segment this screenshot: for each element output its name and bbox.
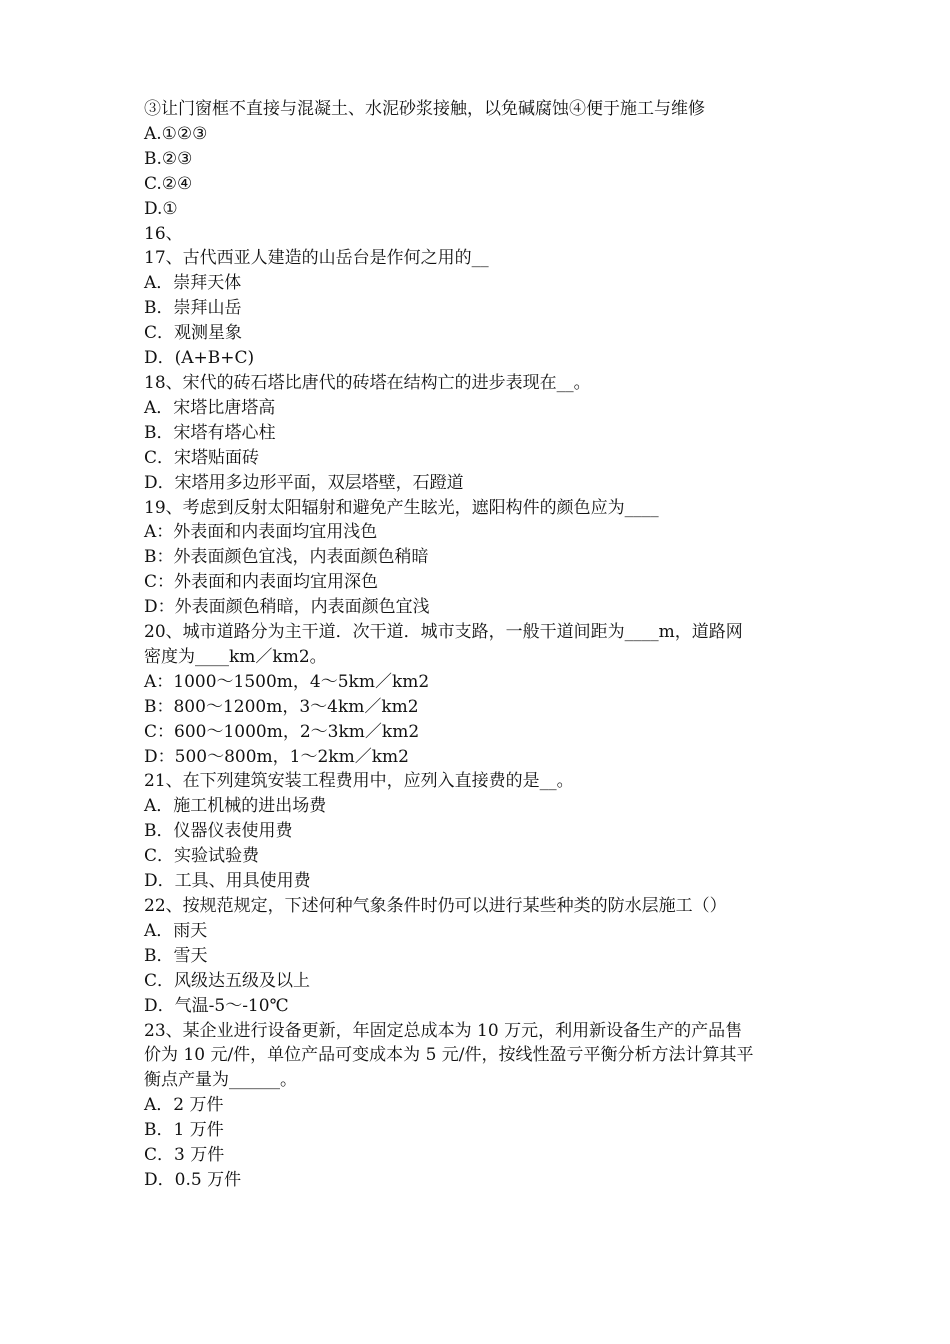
question-line: 20、城市道路分为主干道．次干道．城市支路，一般干道间距为____m，道路网 [144, 622, 743, 643]
option-line: B．宋塔有塔心柱 [144, 422, 276, 443]
question-line: 16、 [144, 223, 183, 244]
option-line: A．施工机械的进出场费 [144, 796, 327, 817]
option-line: C.②④ [144, 173, 193, 194]
option-line: A．宋塔比唐塔高 [144, 397, 276, 418]
option-line: D．气温-5～-10℃ [144, 995, 289, 1016]
option-line: B：800～1200m，3～4km／km2 [144, 696, 419, 717]
question-line: 21、在下列建筑安装工程费用中，应列入直接费的是__。 [144, 771, 574, 792]
option-line: A：1000～1500m，4～5km／km2 [144, 671, 430, 692]
question-line: 17、古代西亚人建造的山岳台是作何之用的__ [144, 248, 489, 269]
option-line: A．雨天 [144, 920, 208, 941]
question-line-continued: 衡点产量为______。 [144, 1070, 297, 1091]
question-line-continued: 密度为____km／km2。 [144, 646, 327, 667]
option-line: B．雪天 [144, 945, 208, 966]
option-line: D．(A+B+C) [144, 348, 255, 369]
question-line: 19、考虑到反射太阳辐射和避免产生眩光，遮阳构件的颜色应为____ [144, 497, 659, 518]
question-line-continued: 价为 10 元/件，单位产品可变成本为 5 元/件，按线性盈亏平衡分析方法计算其平 [144, 1045, 754, 1066]
option-line: B．1 万件 [144, 1120, 224, 1141]
option-line: A：外表面和内表面均宜用浅色 [144, 522, 378, 543]
option-line: A．2 万件 [144, 1095, 224, 1116]
option-line: C．宋塔贴面砖 [144, 447, 260, 468]
text-line: ③让门窗框不直接与混凝土、水泥砂浆接触，以免碱腐蚀④便于施工与维修 [144, 99, 705, 119]
option-line: B．仪器仪表使用费 [144, 821, 293, 842]
option-line: B：外表面颜色宜浅，内表面颜色稍暗 [144, 547, 429, 568]
question-line: 23、某企业进行设备更新，年固定总成本为 10 万元，利用新设备生产的产品售 [144, 1020, 743, 1041]
option-line: D.① [144, 198, 178, 219]
option-line: C．3 万件 [144, 1145, 225, 1166]
option-line: B.②③ [144, 148, 193, 169]
option-line: D．0.5 万件 [144, 1169, 242, 1190]
option-line: C．观测星象 [144, 323, 243, 344]
question-line: 22、按规范规定，下述何种气象条件时仍可以进行某些种类的防水层施工（） [144, 896, 727, 916]
option-line: D．工具、用具使用费 [144, 871, 311, 892]
question-line: 18、宋代的砖石塔比唐代的砖塔在结构亡的进步表现在__。 [144, 372, 591, 393]
option-line: C：600～1000m，2～3km／km2 [144, 721, 420, 742]
option-line: D：500～800m，1～2km／km2 [144, 746, 409, 767]
option-line: C：外表面和内表面均宜用深色 [144, 572, 379, 593]
option-line: C．实验试验费 [144, 846, 260, 867]
option-line: D．宋塔用多边形平面，双层塔壁，石蹬道 [144, 472, 464, 493]
document-body [144, 97, 812, 1193]
option-line: B．崇拜山岳 [144, 298, 242, 319]
option-line: A.①②③ [144, 123, 208, 144]
option-line: D：外表面颜色稍暗，内表面颜色宜浅 [144, 597, 430, 618]
option-line: C．风级达五级及以上 [144, 970, 311, 991]
option-line: A．崇拜天体 [144, 273, 242, 294]
